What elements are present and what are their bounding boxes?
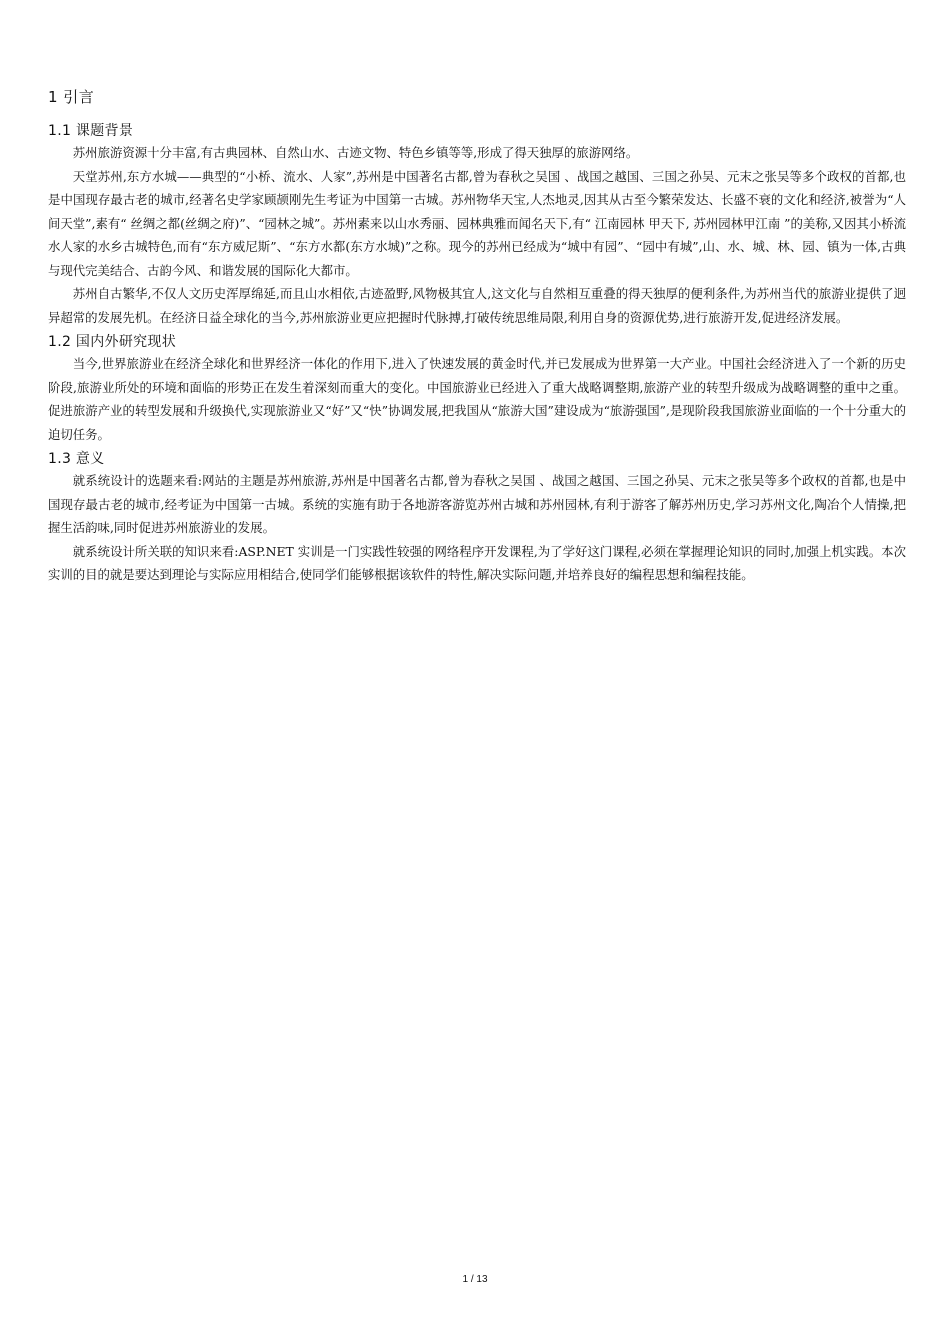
paragraph: 当今,世界旅游业在经济全球化和世界经济一体化的作用下,进入了快速发展的黄金时代,并已发展成为世界第一大产业。中国社会经济进入了一个新的历史阶段,旅游业所处的环境和面临的形势正在发生着深刻而重大的变化。中国旅游业已经进入了重大战略调整期,旅游产业的转型升级成为战略调整的重中之重。促进旅游产业的转型发展和升级换代,实现旅游业又“好”又“快”协调发展,把我国从“旅游大国”建设成为“旅游强国”,是现阶段我国旅游业面临的一个十分重大的迫切任务。 — [48, 356, 906, 442]
section-significance — [48, 449, 906, 587]
section-title: 1.3 意义 — [48, 451, 105, 467]
document-page — [48, 86, 906, 590]
paragraph: 天堂苏州,东方水城——典型的“小桥、流水、人家”,苏州是中国著名古都,曾为春秋之吴国 、战国之越国、三国之孙吴、元末之张吴等多个政权的首都,也是中国现存最古老的城市,经著名史学家顾颉刚先生考证为中国第一古城。苏州物华天宝,人杰地灵,因其从古至今繁荣发达、长盛不衰的文化和经济,被誉为“人间天堂”,素有“ 丝绸之都(丝绸之府)”、“园林之城”。苏州素来以山水秀丽、园林典雅而闻名天下,有“ 江南园林 甲天下, 苏州园林甲江南 ”的美称,又因其小桥流水人家的水乡古城特色,而有“东方威尼斯”、“东方水都(东方水城)”之称。现今的苏州已经成为“城中有园”、“园中有城”,山、水、城、林、园、镇为一体,古典与现代完美结合、古韵今风、和谐发展的国际化大都市。 — [48, 168, 906, 278]
paragraph: 就系统设计所关联的知识来看:ASP.NET 实训是一门实践性较强的网络程序开发课程,为了学好这门课程,必须在掌握理论知识的同时,加强上机实践。本次实训的目的就是要达到理论与实际应用相结合,使同学们能够根据该软件的特性,解决实际问题,并培养良好的编程思想和编程技能。 — [48, 543, 906, 582]
paragraph: 苏州旅游资源十分丰富,有古典园林、自然山水、古迹文物、特色乡镇等等,形成了得天独厚的旅游网络。 — [72, 145, 639, 160]
section-title: 1.2 国内外研究现状 — [48, 334, 177, 350]
paragraph: 就系统设计的选题来看:网站的主题是苏州旅游,苏州是中国著名古都,曾为春秋之吴国 、战国之越国、三国之孙吴、元末之张吴等多个政权的首都,也是中国现存最古老的城市,经考证为中国第一古城。系统的实施有助于各地游客游览苏州古城和苏州园林,有利于游客了解苏州历史,学习苏州文化,陶冶个人情操,把握生活韵味,同时促进苏州旅游业的发展。 — [48, 473, 906, 535]
chapter-heading: 1 引言 — [48, 88, 95, 106]
paragraph: 苏州自古繁华,不仅人文历史浑厚绵延,而且山水相依,古迹盈野,风物极其宜人,这文化与自然相互重叠的得天独厚的便利条件,为苏州当代的旅游业提供了迥异超常的发展先机。在经济日益全球化的当今,苏州旅游业更应把握时代脉搏,打破传统思维局限,利用自身的资源优势,进行旅游开发,促进经济发展。 — [48, 286, 906, 325]
section-background — [48, 121, 906, 329]
page-number: 1 / 13 — [462, 1274, 488, 1285]
section-title: 1.1 课题背景 — [48, 123, 134, 139]
section-research-status — [48, 332, 906, 446]
